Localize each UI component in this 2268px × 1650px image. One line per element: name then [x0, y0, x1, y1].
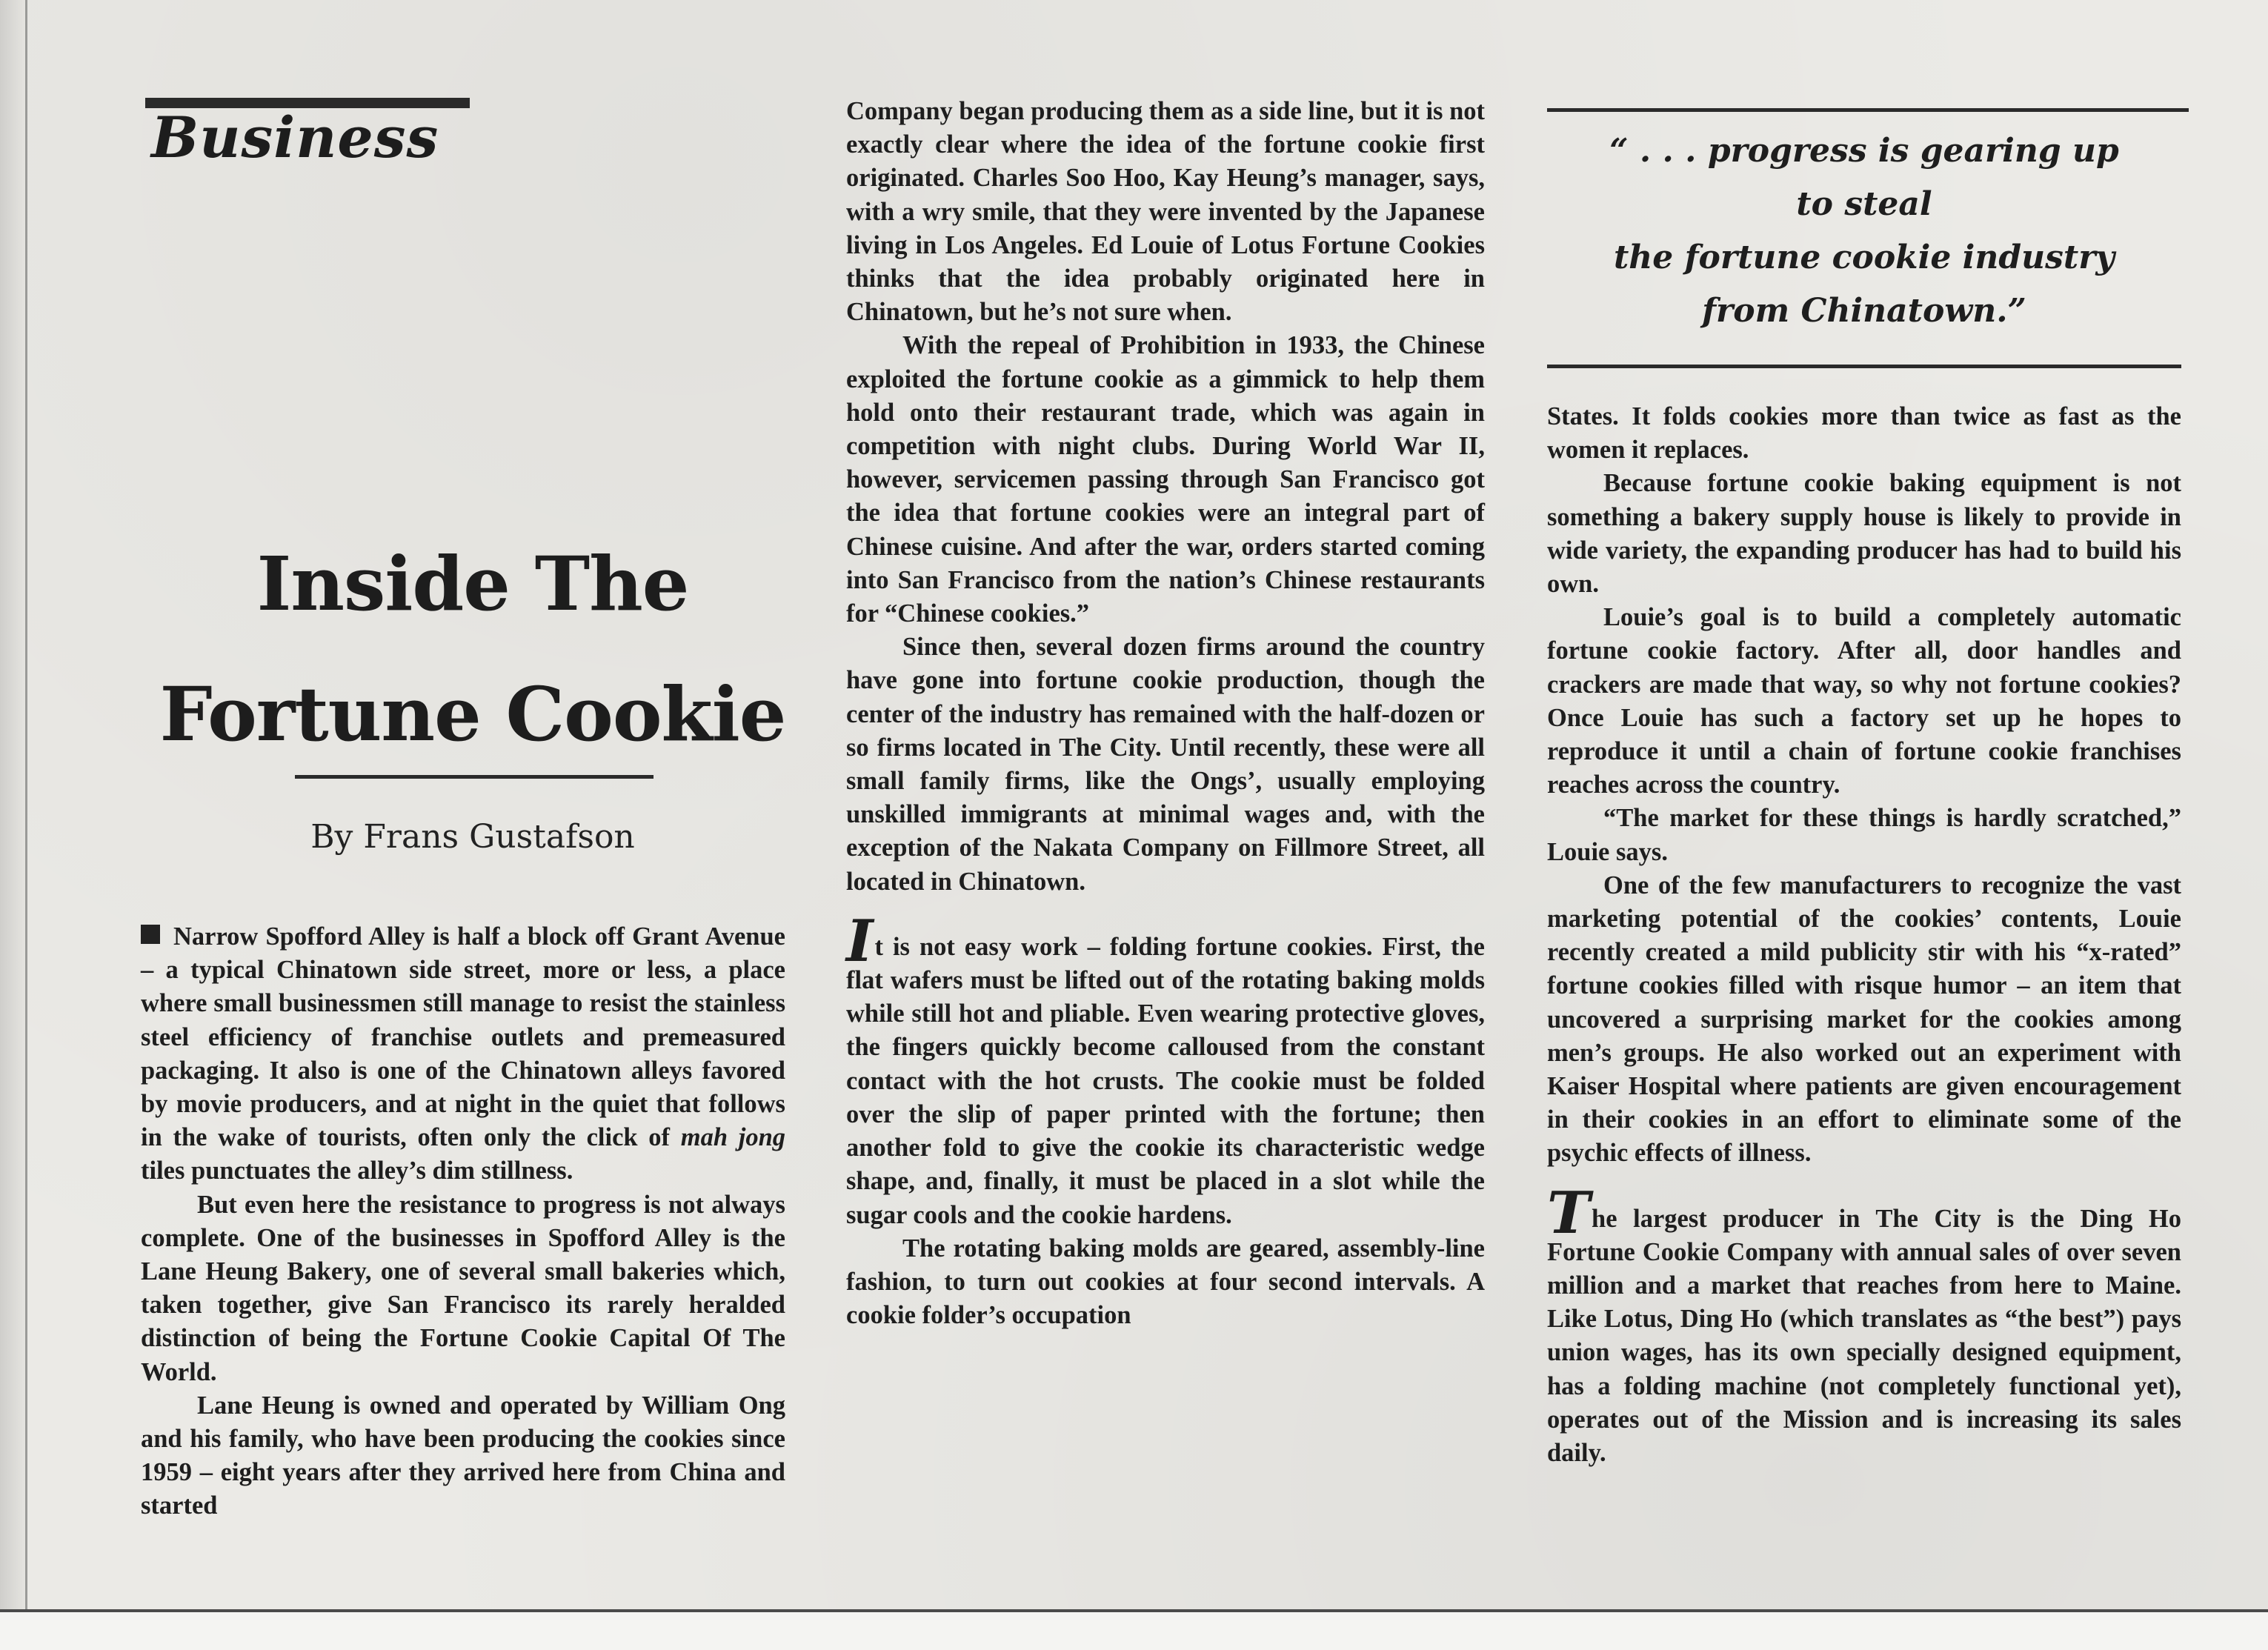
- paragraph: Company began producing them as a side line, but it is not exactly clear where the idea of the fortune cookie first originated. Charles Soo Hoo, Kay Heung’s manager, says, with a wry smile, that they were invented by the Japanese living in Los Angeles. Ed Louie of Lotus Fortune Cookies thinks that the idea probably originated here in Chinatown, but he’s not sure when.: [846, 97, 1486, 327]
- italic-phrase: mah jong: [680, 1123, 786, 1152]
- paragraph: Louie’s goal is to build a completely automatic fortune cookie factory. After all, door handles and crackers are made that way, so why not fortune cookies? Once Louie has such a factory set up he hopes to reproduce it until a chain of fortune cookie franchises reaches across the country.: [1547, 603, 2181, 799]
- paragraph: “The market for these things is hardly scratched,” Louie says.: [1547, 804, 2181, 866]
- bullet-square-icon: [141, 925, 160, 944]
- paragraph: The rotating baking molds are geared, assembly-line fashion, to turn out cookies at four second intervals. A cookie folder’s occupation: [846, 1234, 1485, 1330]
- paragraph: But even here the resistance to progress is not always complete. One of the businesses in Spofford Alley is the Lane Heung Bakery, one of several small bakeries which, taken together, give San Francisco its rarely heralded distinction of being the Fortune Cookie Capital Of The World.: [141, 1190, 785, 1386]
- page-bottom-margin: [0, 1612, 2268, 1650]
- paragraph: Because fortune cookie baking equipment is not something a bakery supply house is likely to provide in wide variety, the expanding producer has had to build his own.: [1547, 469, 2181, 599]
- page-fold-edge: [0, 0, 27, 1650]
- drop-cap: T: [1547, 1179, 1591, 1247]
- paragraph: It is not easy work – folding fortune cookies. First, the flat wafers must be lifted out of the rotating baking molds while still hot and pliable. Even wearing protective gloves, the fingers quickly become calloused from the constant contact with the hot crusts. The cookie must be folded over the slip of paper printed with the fortune; then another fold to give the cookie its characteristic wedge shape, and, finally, it must be placed in a slot while the sugar cools and the cookie hardens.: [846, 907, 1485, 1229]
- paragraph: Since then, several dozen firms around the country have gone into fortune cookie production, though the center of the industry has remained with the half-dozen or so firms located in The City. Until recently, these were all small family firms, like the Ongs’, usually employing unskilled immigrants at minimal wages and, with the exception of the Nakata Company on Fillmore Street, all located in Chinatown.: [846, 633, 1485, 896]
- column-middle: [846, 95, 1485, 1332]
- headline-line-2: Fortune Cookie: [159, 671, 786, 758]
- paragraph: Lane Heung is owned and operated by William Ong and his family, who have been producing the cookies since 1959 – eight years after they arrived here from China and started: [141, 1391, 785, 1520]
- pull-quote-line-3: the fortune cookie industry: [1613, 239, 2115, 276]
- paragraph: The largest producer in The City is the Ding Ho Fortune Cookie Company with annual sales of over seven million and a market that reaches from here to Maine. Like Lotus, Ding Ho (which translates as “the best”) pays union wages, has its own specially designed equipment, has a folding machine (not completely functional yet), operates out of the Mission and is increasing its sales daily.: [1547, 1179, 2181, 1468]
- headline-rule: [295, 775, 654, 779]
- paragraph: With the repeal of Prohibition in 1933, the Chinese exploited the fortune cookie as a gimmick to help them hold onto their restaurant trade, which was again in competition with night clubs. During World War II, however, servicemen passing through San Francisco got the idea that fortune cookies were an integral part of Chinese cuisine. And after the war, orders started coming into San Francisco from the nation’s Chinese restaurants for “Chinese cookies.”: [846, 331, 1485, 628]
- byline: By Frans Gustafson: [310, 818, 635, 856]
- section-label: Business: [151, 104, 439, 170]
- headline-line-1: Inside The: [256, 540, 689, 628]
- headline: [145, 519, 800, 779]
- column-right: [1547, 400, 2181, 1470]
- column-left: [141, 920, 785, 1523]
- pull-quote-line-2: to steal: [1796, 185, 1932, 223]
- paragraph: Narrow Spofford Alley is half a block off Grant Avenue – a typical Chinatown side street, more or less, a place where small businessmen still manage to resist the stainless steel efficiency of franchise outlets and premeasured packaging. It also is one of the Chinatown alleys favored by movie producers, and at night in the quiet that follows in the wake of tourists, often only the click of mah jong tiles punctuates the alley’s dim stillness.: [141, 922, 786, 1185]
- pull-quote-rule-top: [1547, 108, 2189, 112]
- pull-quote-rule-bottom: [1547, 365, 2181, 368]
- paragraph: One of the few manufacturers to recognize the vast marketing potential of the cookies’ contents, Louie recently created a mild publicity stir with his “x-rated” fortune cookies filled with risque humor – an item that uncovered a surprising market for the cookies among men’s groups. He also worked out an experiment with Kaiser Hospital where patients are given encouragement in their cookies in an effort to eliminate some of the psychic effects of illness.: [1547, 871, 2181, 1168]
- pull-quote: [1547, 124, 2181, 338]
- pull-quote-line-4: from Chinatown.”: [1702, 292, 2026, 330]
- drop-cap: I: [846, 907, 874, 975]
- paragraph: States. It folds cookies more than twice as fast as the women it replaces.: [1547, 402, 2181, 465]
- pull-quote-line-1: “ . . . progress is gearing up: [1609, 132, 2119, 170]
